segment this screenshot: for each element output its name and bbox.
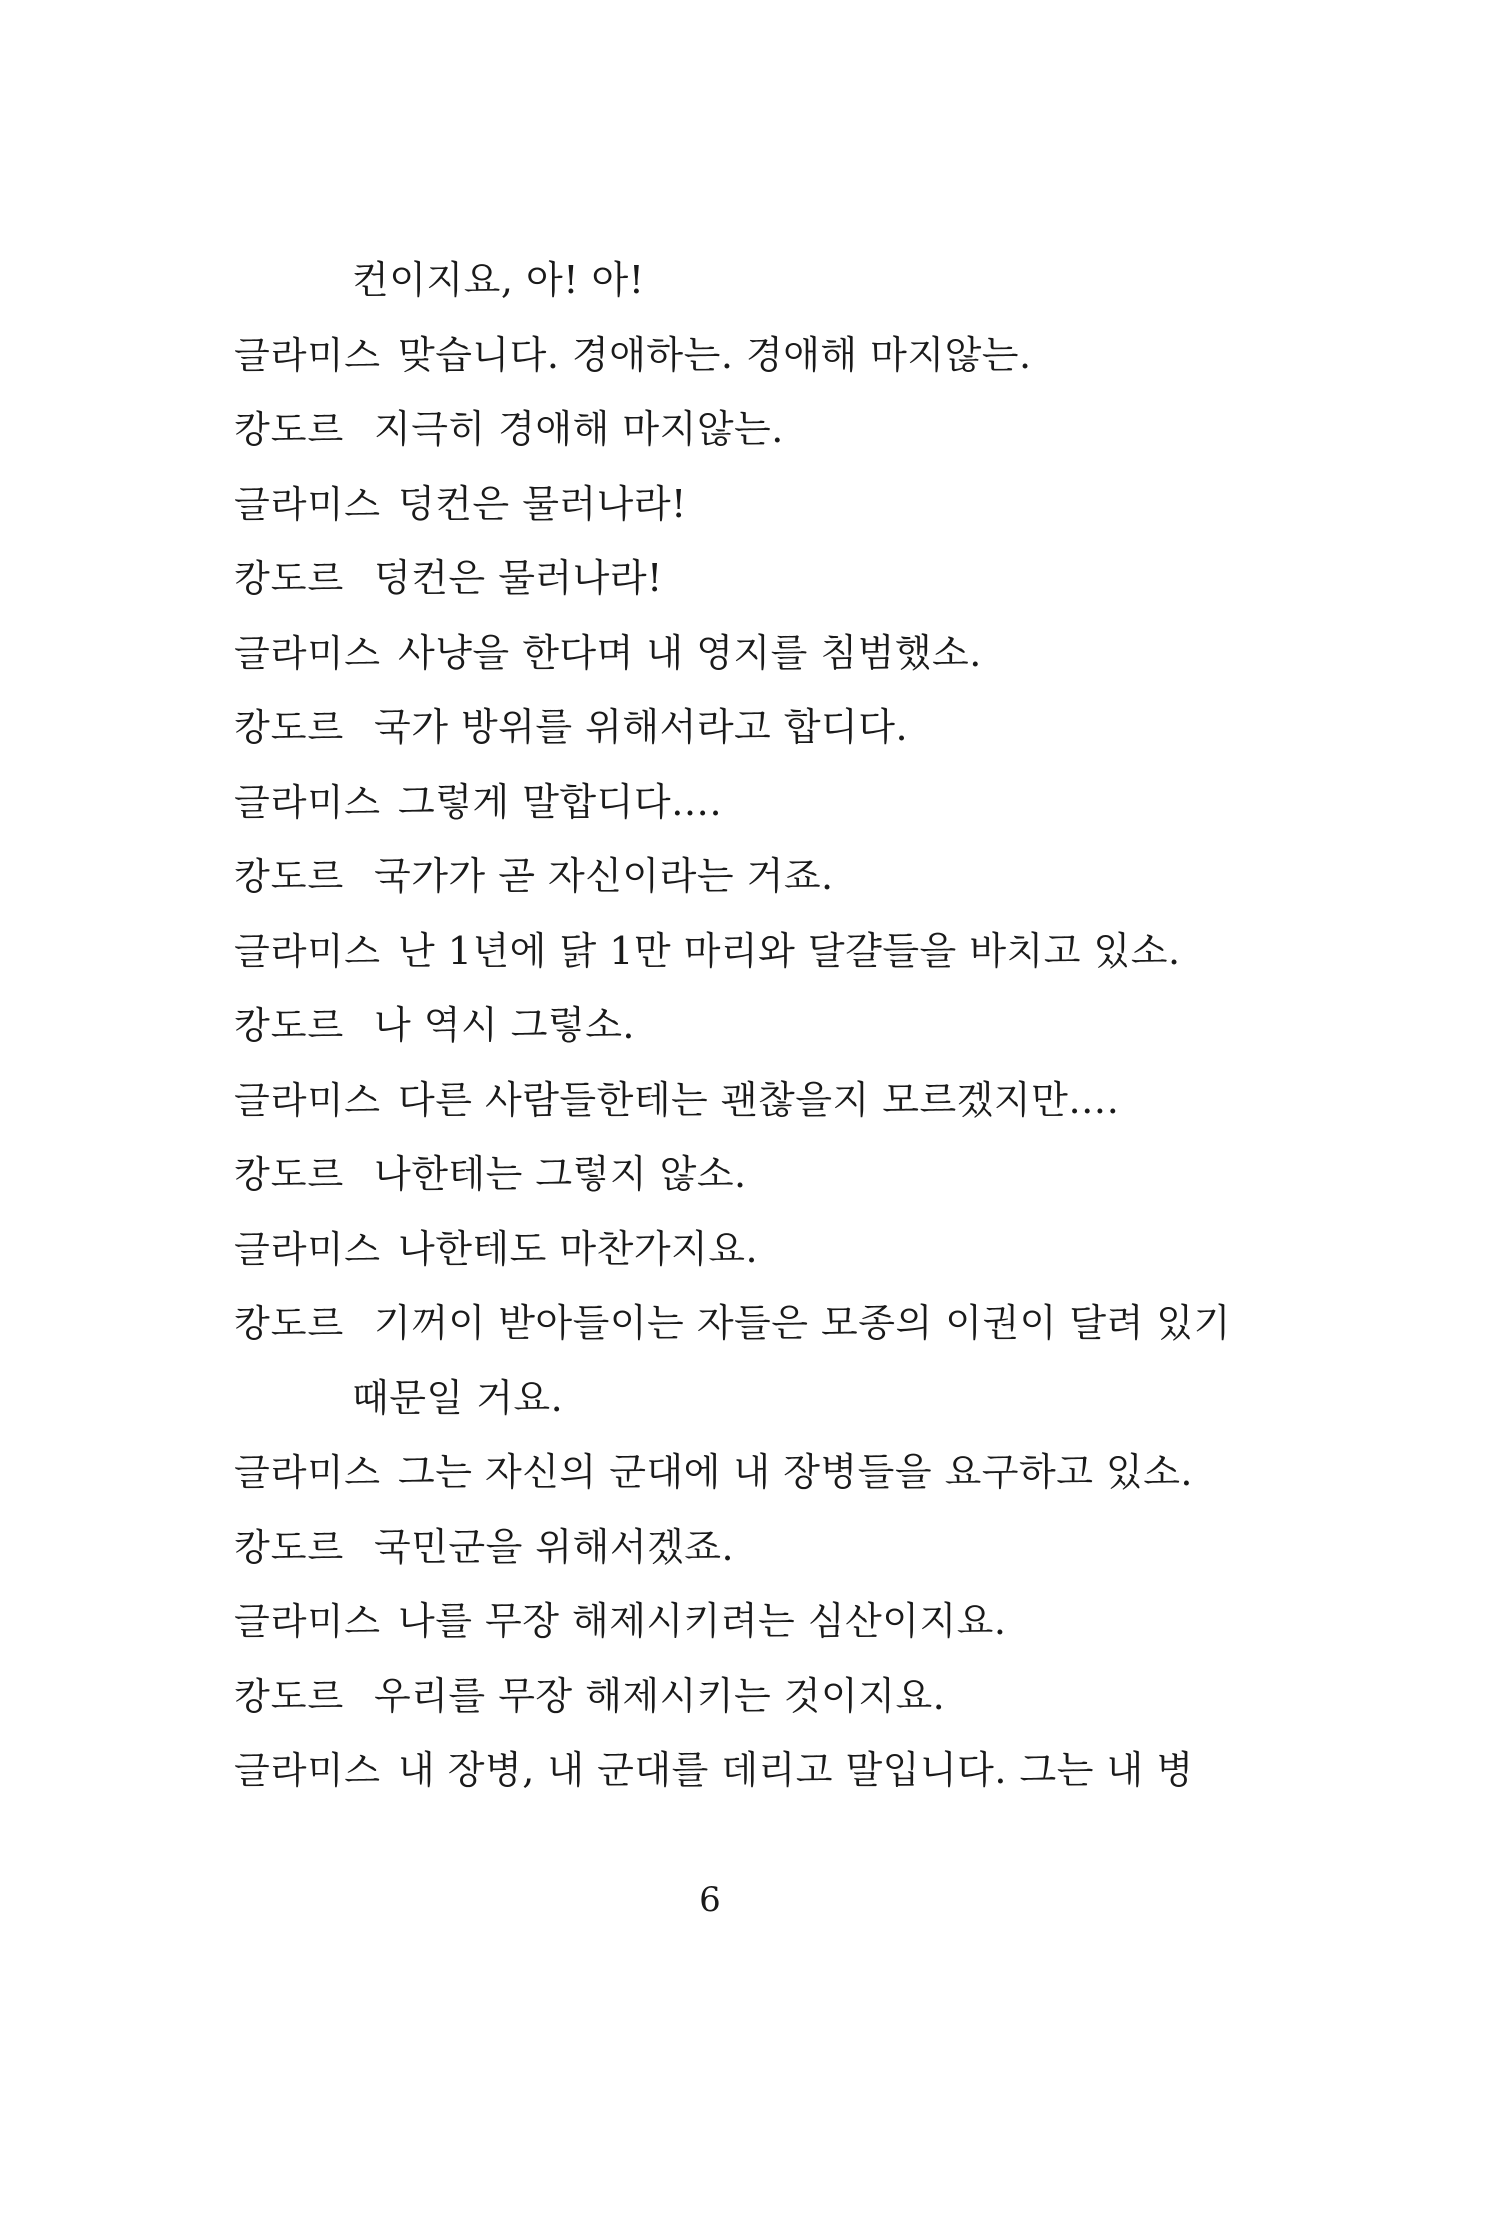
dialogue-line xyxy=(234,993,1334,1068)
speaker-name: 캉도르 xyxy=(234,706,345,749)
dialogue-line xyxy=(234,1440,1334,1515)
speaker-name: 캉도르 xyxy=(234,855,345,898)
speech-text: 난 1년에 닭 1만 마리와 달걀들을 바치고 있소. xyxy=(398,928,1181,973)
dialogue-line xyxy=(234,844,1334,919)
speech-text: 덩컨은 물러나라! xyxy=(374,556,663,600)
speaker-name: 글라미스 xyxy=(234,1749,381,1792)
speech-text: 국가가 곧 자신이라는 거죠. xyxy=(374,854,834,898)
speech-text: 덩컨은 물러나라! xyxy=(398,481,687,526)
speaker-name: 글라미스 xyxy=(234,333,381,377)
speaker-name: 글라미스 xyxy=(234,1078,381,1122)
speaker-name: 글라미스 xyxy=(234,482,381,526)
dialogue-line xyxy=(234,621,1334,696)
page-number: 6 xyxy=(699,1880,721,1920)
dialogue-continuation xyxy=(234,1366,1334,1441)
speech-text: 지극히 경애해 마지않는. xyxy=(374,407,784,451)
dialogue-line xyxy=(234,1589,1334,1664)
dialogue-line xyxy=(234,1068,1334,1143)
dialogue-line xyxy=(234,472,1334,547)
dialogue-line xyxy=(234,1217,1334,1292)
speech-text: 기꺼이 받아들이는 자들은 모종의 이권이 달려 있기 xyxy=(374,1301,1231,1345)
speech-text: 우리를 무장 해제시키는 것이지요. xyxy=(374,1673,946,1718)
speech-text: 내 장병, 내 군대를 데리고 말입니다. 그는 내 병 xyxy=(398,1748,1194,1792)
dialogue-line xyxy=(234,919,1334,994)
speaker-name: 캉도르 xyxy=(234,1004,345,1047)
speaker-name: 캉도르 xyxy=(234,1302,345,1345)
dialogue-line xyxy=(234,1291,1334,1366)
speech-text: 나한테는 그렇지 않소. xyxy=(374,1152,747,1196)
dialogue-line xyxy=(234,1142,1334,1217)
speaker-name: 글라미스 xyxy=(234,929,381,973)
speaker-name: 글라미스 xyxy=(234,1227,381,1271)
speaker-name: 캉도르 xyxy=(234,1674,345,1718)
speech-text: 다른 사람들한테는 괜찮을지 모르겠지만…. xyxy=(398,1077,1120,1122)
dialogue-line xyxy=(234,695,1334,770)
speaker-name: 글라미스 xyxy=(234,780,381,824)
dialogue-line xyxy=(234,546,1334,621)
speaker-name: 캉도르 xyxy=(234,408,345,451)
dialogue-line xyxy=(234,1738,1334,1813)
speech-text: 그는 자신의 군대에 내 장병들을 요구하고 있소. xyxy=(398,1450,1194,1494)
dialogue-line xyxy=(234,770,1334,845)
speech-text: 사냥을 한다며 내 영지를 침범했소. xyxy=(398,630,982,675)
speech-text: 맞습니다. 경애하는. 경애해 마지않는. xyxy=(398,332,1032,377)
dialogue-continuation xyxy=(234,248,1334,323)
speaker-name: 글라미스 xyxy=(234,1600,381,1643)
dialogue-line xyxy=(234,397,1334,472)
speech-text: 나를 무장 해제시키려는 심산이지요. xyxy=(398,1599,1007,1643)
speech-text: 나한테도 마찬가지요. xyxy=(398,1226,759,1271)
speaker-name: 글라미스 xyxy=(234,1451,381,1494)
speech-text: 때문일 거요. xyxy=(352,1375,564,1420)
dialogue-block xyxy=(234,248,1334,1813)
speaker-name: 캉도르 xyxy=(234,557,345,600)
speech-text: 컨이지요, 아! 아! xyxy=(352,258,645,302)
speech-text: 그렇게 말합디다…. xyxy=(398,779,723,824)
speaker-name: 캉도르 xyxy=(234,1525,345,1569)
speech-text: 국민군을 위해서겠죠. xyxy=(374,1524,735,1569)
dialogue-line xyxy=(234,1664,1334,1739)
dialogue-line xyxy=(234,323,1334,398)
speaker-name: 글라미스 xyxy=(234,631,381,675)
dialogue-line xyxy=(234,1515,1334,1590)
speech-text: 나 역시 그렇소. xyxy=(374,1003,635,1047)
speaker-name: 캉도르 xyxy=(234,1153,345,1196)
speech-text: 국가 방위를 위해서라고 합디다. xyxy=(374,705,909,749)
